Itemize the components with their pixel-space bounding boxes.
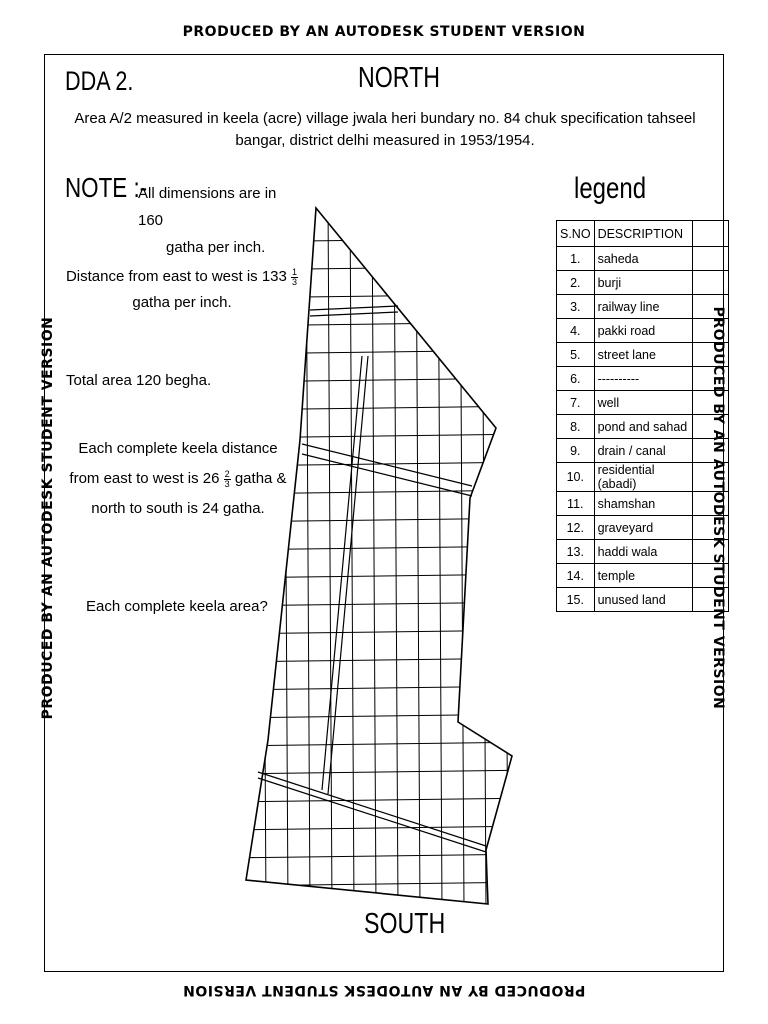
legend-row-symbol <box>692 367 728 391</box>
legend-row-symbol <box>692 391 728 415</box>
keela-text: Each complete keela distance from east to west is 26 <box>69 440 278 487</box>
drain-line <box>322 356 362 790</box>
legend-row-symbol <box>692 271 728 295</box>
grid-row-line <box>220 630 540 634</box>
legend-row <box>557 343 729 367</box>
legend-row-number: 7. <box>557 391 595 415</box>
legend-row-number: 5. <box>557 343 595 367</box>
note-line-1: All dimensions are in 160 <box>138 185 277 229</box>
grid-row-line <box>220 378 540 382</box>
distance-text: Distance from east to west is 133 <box>65 268 287 285</box>
legend-row <box>557 415 729 439</box>
legend-row-description: haddi wala <box>594 540 692 564</box>
legend-row-number: 6. <box>557 367 595 391</box>
legend-row-number: 2. <box>557 271 595 295</box>
legend-row-description: ---------- <box>594 367 692 391</box>
grid-column-line <box>328 200 332 910</box>
legend-row-description: well <box>594 391 692 415</box>
watermark-top: PRODUCED BY AN AUTODESK STUDENT VERSION <box>182 24 586 40</box>
legend-row-description: graveyard <box>594 516 692 540</box>
legend-row-number: 10. <box>557 463 595 492</box>
legend-row-symbol <box>692 463 728 492</box>
grid-column-line <box>416 200 420 910</box>
note-line-2: gatha per inch. <box>166 239 266 256</box>
grid-row-line <box>220 602 540 606</box>
grid-row-line <box>220 322 540 326</box>
legend-row-description: railway line <box>594 295 692 319</box>
grid-row-line <box>220 350 540 354</box>
field-lane-edge <box>310 312 398 316</box>
legend-row-description: shamshan <box>594 492 692 516</box>
grid-row-line <box>220 770 540 774</box>
note-text <box>138 180 298 261</box>
legend-row <box>557 540 729 564</box>
legend-header-description: DESCRIPTION <box>594 221 692 247</box>
distance-paragraph <box>62 264 302 316</box>
legend-row-number: 3. <box>557 295 595 319</box>
legend-title: legend <box>574 172 647 205</box>
field-lane <box>310 306 398 310</box>
legend-row-description: residential (abadi) <box>594 463 692 492</box>
legend-row-symbol <box>692 516 728 540</box>
legend-row-symbol <box>692 415 728 439</box>
legend-row-description: saheda <box>594 247 692 271</box>
legend-row-number: 11. <box>557 492 595 516</box>
legend-row-symbol <box>692 540 728 564</box>
legend-row-symbol <box>692 319 728 343</box>
note-heading: NOTE :- <box>65 172 148 203</box>
page-title: DDA 2. <box>65 66 134 96</box>
legend-row-number: 4. <box>557 319 595 343</box>
legend-row-description: street lane <box>594 343 692 367</box>
legend-row-description: pond and sahad <box>594 415 692 439</box>
legend-row-number: 8. <box>557 415 595 439</box>
legend-row-description: temple <box>594 564 692 588</box>
legend-table <box>556 220 729 612</box>
legend-header-row <box>557 221 729 247</box>
legend-body <box>557 247 729 612</box>
grid-row-line <box>220 546 540 550</box>
grid-row-line <box>220 658 540 662</box>
keela-area-question: Each complete keela area? <box>86 598 268 615</box>
grid-row-line <box>220 686 540 690</box>
grid-column-line <box>460 200 464 910</box>
watermark-bottom: PRODUCED BY AN AUTODESK STUDENT VERSION <box>182 982 586 998</box>
keela-fraction: $\frac{2}{3}$ <box>224 469 230 489</box>
north-label: NORTH <box>358 62 441 94</box>
legend-row <box>557 367 729 391</box>
legend-row-symbol <box>692 492 728 516</box>
legend-row-number: 14. <box>557 564 595 588</box>
legend-row <box>557 588 729 612</box>
legend-row <box>557 295 729 319</box>
distance-fraction: $\frac{1}{3}$ <box>292 267 298 287</box>
legend-row-number: 15. <box>557 588 595 612</box>
legend-row-description: drain / canal <box>594 439 692 463</box>
legend-row-number: 12. <box>557 516 595 540</box>
legend-header-blank <box>692 221 728 247</box>
legend-header-sno: S.NO <box>557 221 595 247</box>
legend-row-description: pakki road <box>594 319 692 343</box>
grid-row-line <box>220 854 540 858</box>
legend-row <box>557 516 729 540</box>
drain-line-edge <box>328 356 368 794</box>
map-features <box>258 306 486 852</box>
grid-row-line <box>220 406 540 410</box>
grid-column-line <box>438 200 442 910</box>
legend-row-description: burji <box>594 271 692 295</box>
grid-row-line <box>220 714 540 718</box>
legend-row <box>557 319 729 343</box>
legend-row <box>557 271 729 295</box>
legend-row-description: unused land <box>594 588 692 612</box>
legend-row-symbol <box>692 247 728 271</box>
watermark-right: PRODUCED BY AN AUTODESK STUDENT VERSION <box>710 306 726 710</box>
legend-row-number: 1. <box>557 247 595 271</box>
legend-row-symbol <box>692 295 728 319</box>
grid-column-line <box>482 200 486 910</box>
area-description: Area A/2 measured in keela (acre) village jwala heri bundary no. 84 chuk specification tahseel bangar, district delhi measured in 1953/1954. <box>74 110 696 149</box>
grid-row-line <box>220 574 540 578</box>
legend-row <box>557 492 729 516</box>
legend-row <box>557 439 729 463</box>
legend-row <box>557 463 729 492</box>
legend-row <box>557 564 729 588</box>
south-label: SOUTH <box>364 908 446 940</box>
legend-row <box>557 247 729 271</box>
legend-row-symbol <box>692 343 728 367</box>
legend-row-number: 13. <box>557 540 595 564</box>
grid-column-line <box>504 200 508 910</box>
diagonal-road-south-edge <box>258 778 486 852</box>
legend-row-symbol <box>692 588 728 612</box>
distance-text-end: gatha per inch. <box>132 294 232 311</box>
legend-row-symbol <box>692 439 728 463</box>
legend-row <box>557 391 729 415</box>
keela-paragraph <box>62 434 294 524</box>
keela-text-end: gatha & north to south is 24 gatha. <box>91 470 287 517</box>
grid-row-line <box>220 798 540 802</box>
legend-row-symbol <box>692 564 728 588</box>
watermark-left: PRODUCED BY AN AUTODESK STUDENT VERSION <box>40 316 56 720</box>
total-area-text: Total area 120 begha. <box>66 372 212 389</box>
legend-row-number: 9. <box>557 439 595 463</box>
diagonal-road-north-edge <box>302 454 472 496</box>
diagonal-road-south <box>258 772 486 846</box>
